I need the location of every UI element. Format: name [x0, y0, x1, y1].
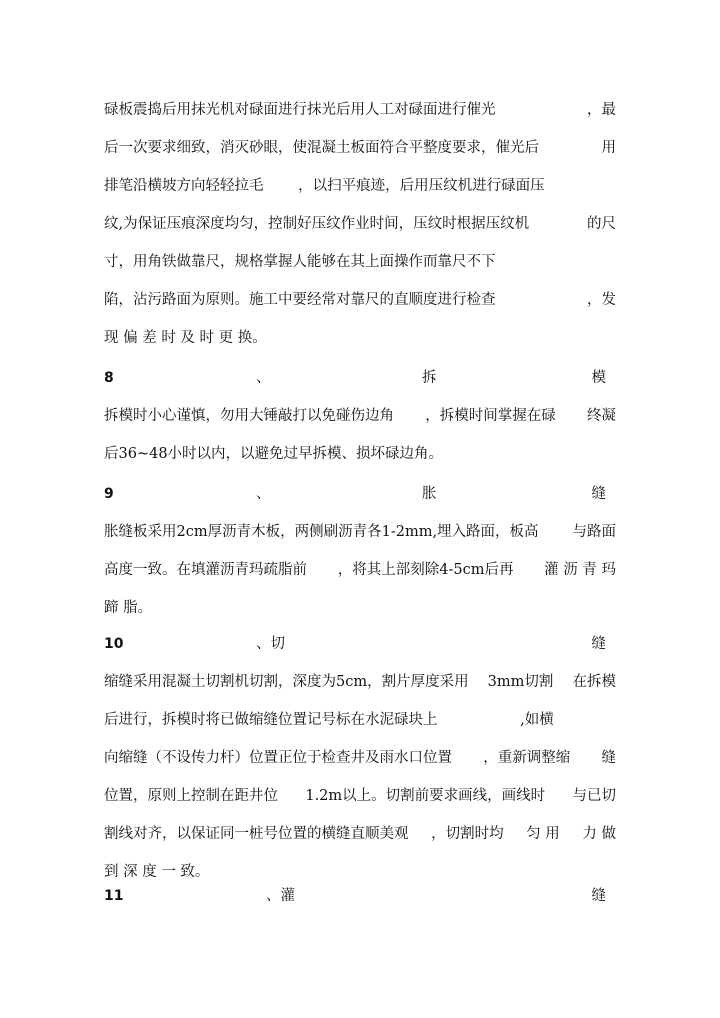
section-heading	[104, 886, 606, 906]
text-segment: 力 做	[582, 826, 616, 842]
text-segment: 终凝	[587, 408, 616, 424]
text-segment: 缩缝采用混凝土切割机切割，深度为5cm，割片厚度采用	[104, 674, 469, 690]
text-line	[104, 444, 616, 464]
text-segment: 割线对齐，以保证同一桩号位置的横缝直顺美观	[104, 826, 409, 842]
text-segment: ,如横	[520, 712, 554, 728]
text-line	[104, 290, 616, 310]
text-segment: ，最	[587, 102, 616, 118]
section-separator: 、切	[256, 636, 285, 652]
text-segment: 后进行，拆模时将已做缩缝位置记号标在水泥碌块上	[104, 712, 438, 728]
text-line	[104, 176, 616, 196]
section-heading	[104, 368, 606, 388]
text-segment: 与已切	[572, 788, 616, 804]
text-segment: 在拆模	[572, 674, 616, 690]
text-line	[104, 328, 616, 348]
text-segment: 用	[601, 140, 616, 156]
text-segment: ，发	[587, 292, 616, 308]
text-segment: 位置，原则上控制在距井位	[104, 788, 278, 804]
section-title-word: 拆	[422, 370, 437, 386]
text-line	[104, 406, 616, 426]
section-number: 9	[104, 486, 114, 502]
section-title-word: 胀	[422, 486, 437, 502]
text-segment: ，切割时均	[431, 826, 504, 842]
text-line	[104, 862, 616, 882]
text-segment: ，以扫平痕迹，后用压纹机进行碌面压	[298, 178, 545, 194]
text-segment: 后一次要求细致，消灭砂眼，使混凝土板面符合平整度要求，催光后	[104, 140, 539, 156]
text-line	[104, 786, 616, 806]
text-segment: 寸，用角铁做靠尺，规格掌握人能够在其上面操作而靠尺不下	[104, 254, 496, 270]
section-separator: 、	[256, 370, 271, 386]
section-number: 11	[104, 888, 124, 904]
text-segment: 向缩缝（不设传力杆）位置正位于检查井及雨水口位置	[104, 750, 452, 766]
text-line	[104, 522, 616, 542]
text-line	[104, 672, 616, 692]
text-segment: 后36~48小时以内，以避免过早拆模、损坏碌边角。	[104, 446, 444, 462]
section-title-word: 缝	[591, 636, 606, 652]
section-number: 10	[104, 636, 124, 652]
text-line	[104, 138, 616, 158]
section-separator: 、	[256, 486, 271, 502]
text-line	[104, 748, 616, 768]
text-segment: 1.2m以上。切割前要求画线，画线时	[305, 788, 546, 804]
text-segment: 碌板震捣后用抹光机对碌面进行抹光后用人工对碌面进行催光	[104, 102, 496, 118]
section-heading	[104, 484, 606, 504]
text-segment: 陷，沾污路面为原则。施工中要经常对靠尺的直顺度进行检查	[104, 292, 496, 308]
section-title-word: 缝	[591, 486, 606, 502]
text-line	[104, 560, 616, 580]
text-segment: 排笔沿横坡方向轻轻拉毛	[104, 178, 264, 194]
section-number: 8	[104, 370, 114, 386]
text-segment: 高度一致。在填灌沥青玛疏脂前	[104, 562, 307, 578]
section-title-word: 模	[591, 370, 606, 386]
section-heading	[104, 634, 606, 654]
text-segment: 3mm切割	[487, 674, 554, 690]
text-segment: 到 深 度 一 致。	[104, 864, 210, 880]
text-line	[104, 252, 616, 272]
text-segment: 的尺	[587, 216, 616, 232]
section-title-word: 缝	[591, 888, 606, 904]
text-segment: ，重新调整缩	[483, 750, 571, 766]
text-line	[104, 598, 616, 618]
text-segment: 灌 沥 青 玛	[544, 562, 616, 578]
text-line	[104, 710, 616, 730]
text-segment: 拆模时小心谨慎，勿用大锤敲打以免碰伤边角	[104, 408, 394, 424]
text-segment: 蹄 脂。	[104, 600, 153, 616]
text-segment: 现 偏 差 时 及 时 更 换。	[104, 330, 267, 346]
text-segment: 缝	[601, 750, 616, 766]
text-line	[104, 214, 616, 234]
text-segment: ，拆模时间掌握在碌	[425, 408, 556, 424]
text-segment: 与路面	[572, 524, 616, 540]
text-segment: 纹,为保证压痕深度均匀，控制好压纹作业时间，压纹时根据压纹机	[104, 216, 530, 232]
text-segment: 胀缝板采用2cm厚沥青木板，两侧刷沥青各1-2mm,埋入路面，板高	[104, 524, 539, 540]
text-segment: ，将其上部刻除4-5cm后再	[337, 562, 514, 578]
text-line	[104, 100, 616, 120]
text-line	[104, 824, 616, 844]
text-segment: 匀 用	[526, 826, 560, 842]
section-separator: 、灌	[266, 888, 295, 904]
